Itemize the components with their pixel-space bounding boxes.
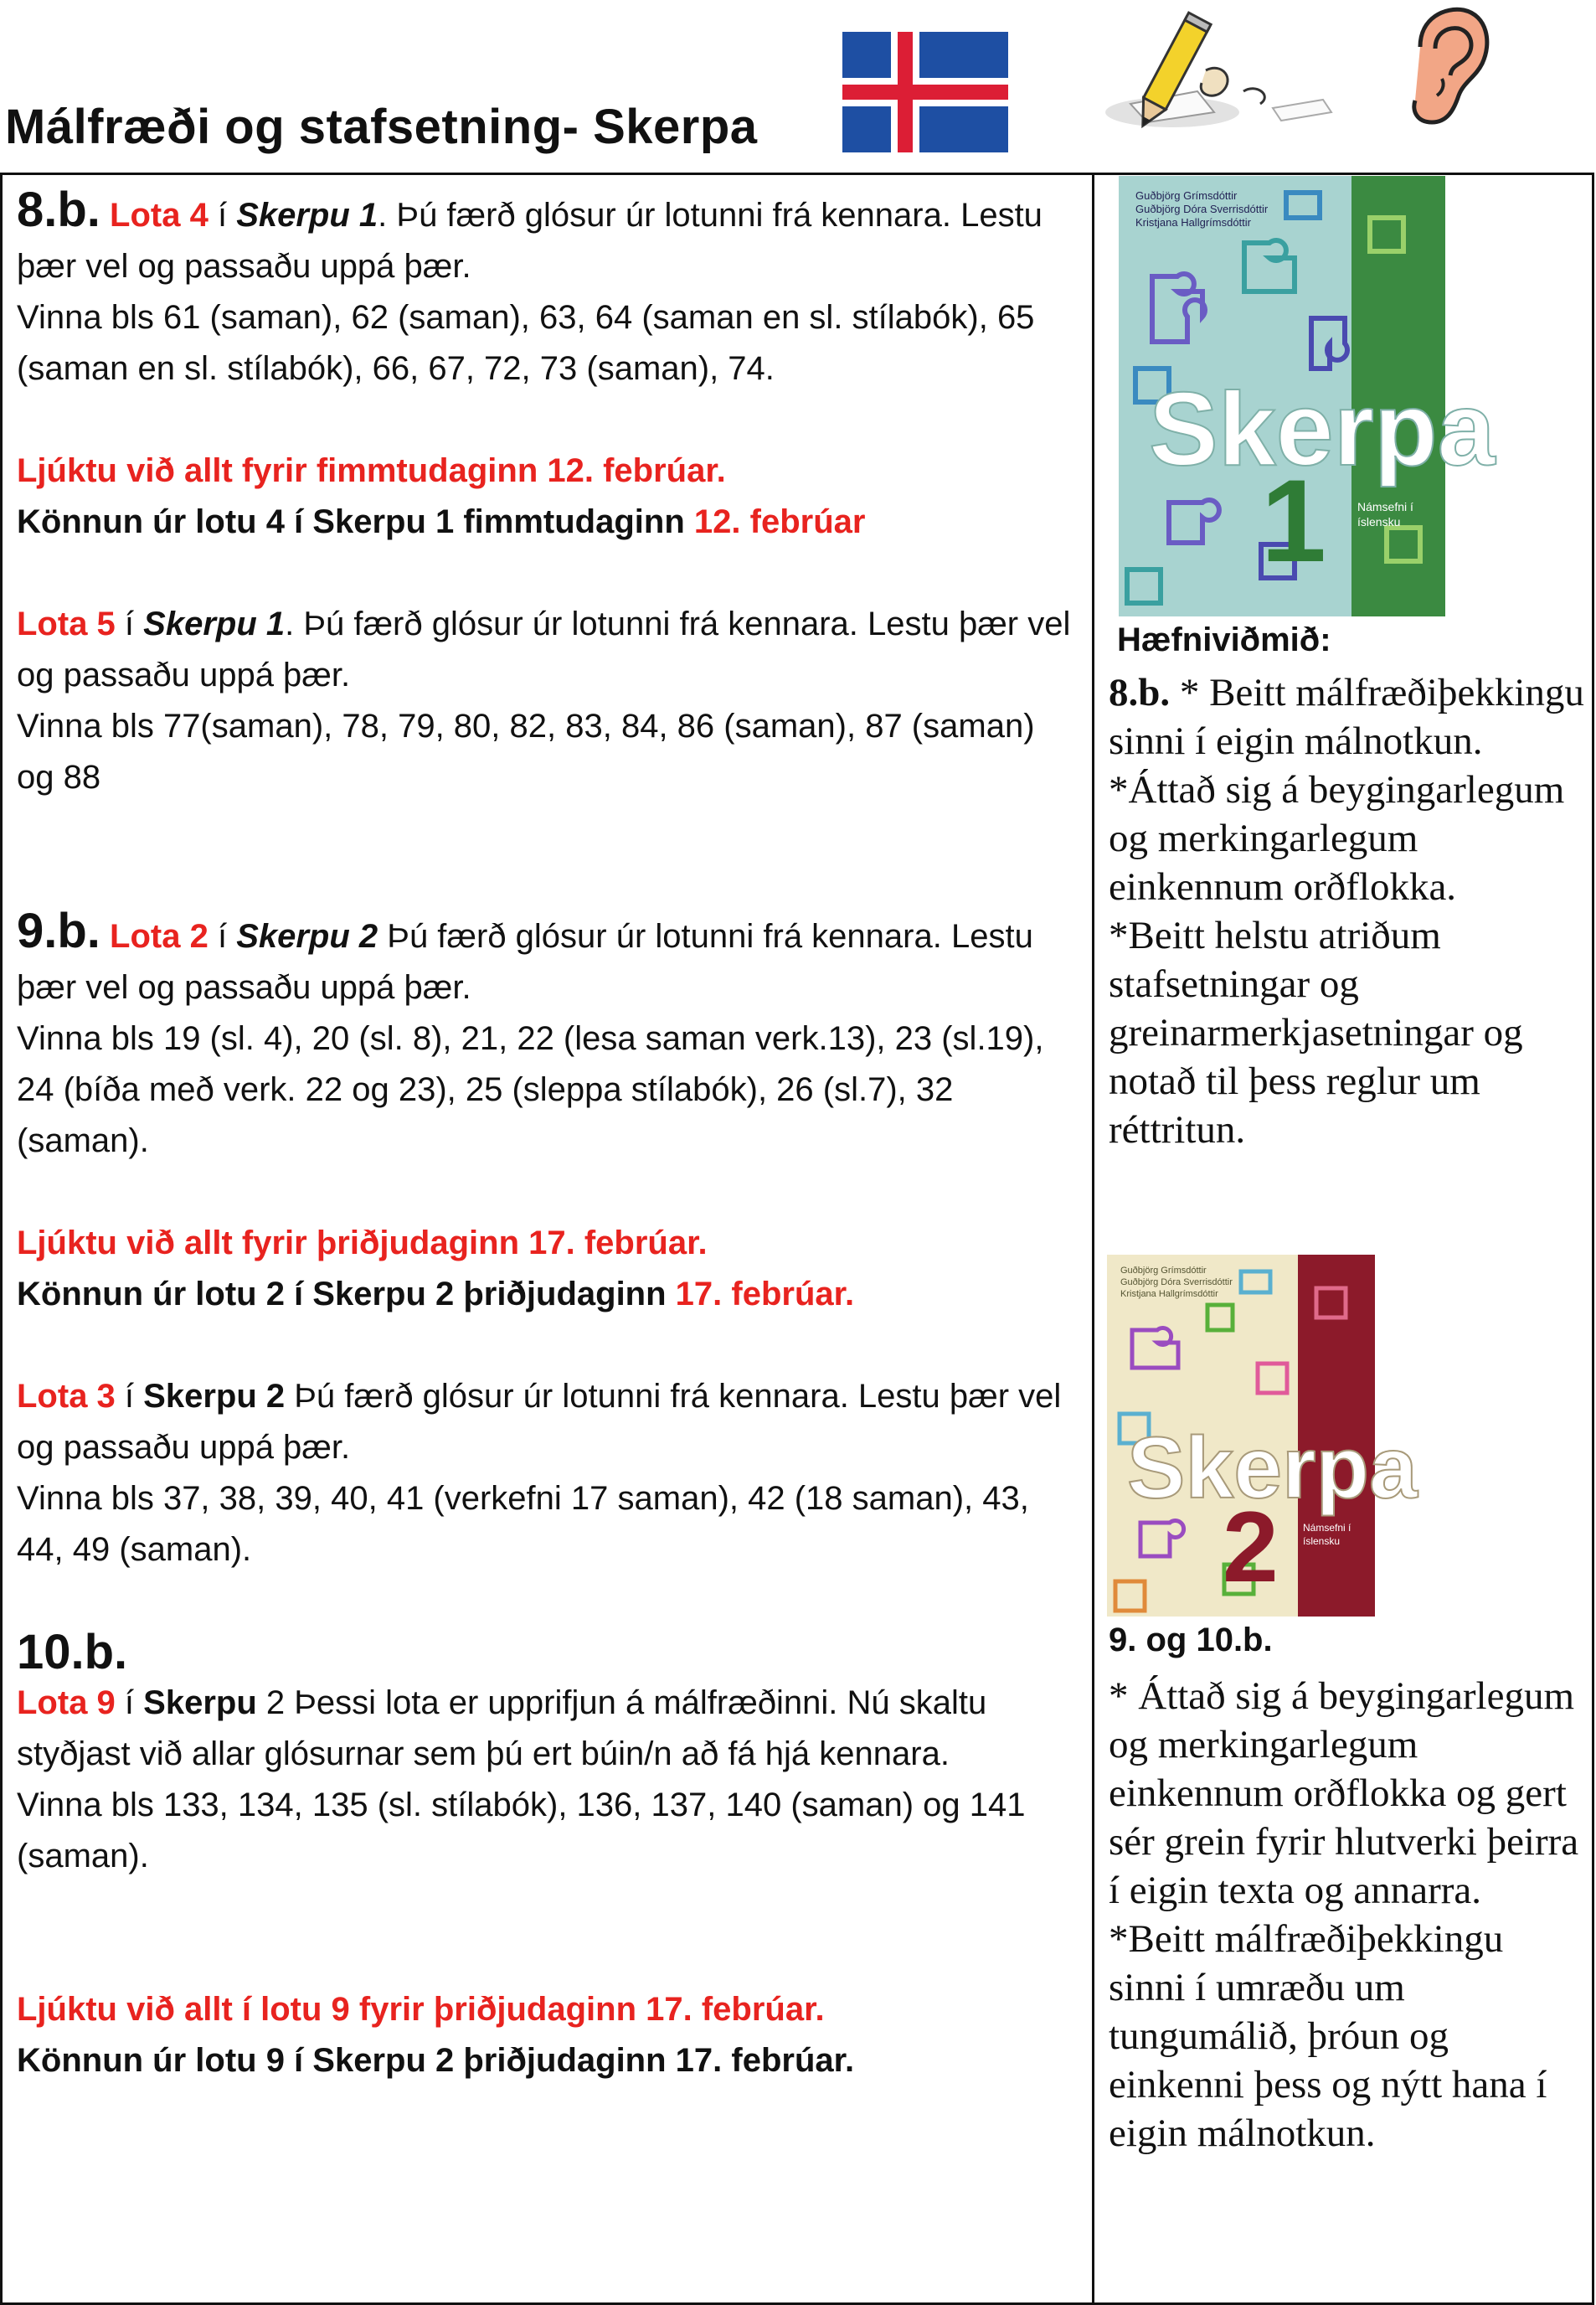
lota9-text: 2 Þessi lota er upprifjun á málfræðinni. Nú skaltu styðjast við allar glósurnar sem þú ert búin/n að fá hjá kennara. bbox=[17, 1684, 987, 1772]
grade10-heading: 10.b. bbox=[17, 1625, 128, 1679]
lota5-label: Lota 5 bbox=[17, 606, 116, 642]
lota4-book: Skerpu 1 bbox=[236, 197, 378, 234]
assignments-column bbox=[17, 184, 1080, 2086]
book2-author-3: Kristjana Hallgrímsdóttir bbox=[1120, 1289, 1218, 1299]
page-title: Málfræði og stafsetning- Skerpa bbox=[5, 100, 758, 154]
test-1-date: 12. febrúar bbox=[693, 503, 866, 540]
lota3-text: Þú færð glósur úr lotunni frá kennara. Lestu þær vel og passaðu uppá þær. bbox=[17, 1378, 1062, 1466]
lota4-pages: Vinna bls 61 (saman), 62 (saman), 63, 64 (saman en sl. stílabók), 65 (saman en sl. stílabók), 66, 67, 72, 73 (saman), 74. bbox=[17, 299, 1035, 387]
lota2-text: Þú færð glósur úr lotunni frá kennara. Lestu þær vel og passaðu uppá þær. bbox=[17, 918, 1033, 1006]
lota3-book: Skerpu 2 bbox=[143, 1378, 286, 1415]
deadline-1: Ljúktu við allt fyrir fimmtudaginn 12. febrúar. bbox=[17, 452, 726, 489]
test-1 bbox=[17, 497, 1080, 548]
ear-icon bbox=[1395, 5, 1494, 127]
lota9-in: í bbox=[115, 1684, 144, 1721]
grade10-lota9 bbox=[17, 1678, 1080, 1780]
grade8-lota4 bbox=[17, 184, 1080, 292]
lota5-book: Skerpu 1 bbox=[143, 606, 286, 642]
book1-author-2: Guðbjörg Dóra Sverrisdóttir bbox=[1135, 203, 1269, 215]
lota5-text: . Þú færð glósur úr lotunni frá kennara. Lestu þær vel og passaðu uppá þær. bbox=[17, 606, 1071, 694]
lota9-pages: Vinna bls 133, 134, 135 (sl. stílabók), 136, 137, 140 (saman) og 141 (saman). bbox=[17, 1787, 1026, 1874]
lota5-in: í bbox=[115, 606, 144, 642]
skerpa-1-cover-image bbox=[1119, 176, 1496, 616]
criteria-heading: Hæfniviðmið: bbox=[1117, 621, 1331, 658]
criteria-g8-item3: *Beitt helstu atriðum stafsetningar og greinarmerkjasetningar og notað til þess reglur um réttritun. bbox=[1109, 914, 1523, 1152]
book2-subtitle2: íslensku bbox=[1303, 1535, 1341, 1547]
criteria-g910-item1: * Áttað sig á beygingarlegum og merkingarlegum einkennum orðflokka og gert sér grein fyrir hlutverki þeirra í eigin texta og annarra. bbox=[1109, 1674, 1579, 1912]
book2-author-2: Guðbjörg Dóra Sverrisdóttir bbox=[1120, 1277, 1233, 1287]
criteria-grade910 bbox=[1109, 1672, 1586, 2158]
grade9-lota3 bbox=[17, 1371, 1080, 1473]
lota9-book: Skerpu bbox=[143, 1684, 257, 1721]
grade9-heading: 9.b. bbox=[17, 904, 100, 958]
lota9-label: Lota 9 bbox=[17, 1684, 116, 1721]
criteria-grade8 bbox=[1109, 668, 1586, 1154]
lota3-in: í bbox=[115, 1378, 144, 1415]
grade8-heading: 8.b. bbox=[17, 183, 100, 237]
criteria-g8-label: 8.b. bbox=[1109, 671, 1171, 714]
test-2-text: Könnun úr lotu 2 í Skerpu 2 þriðjudaginn bbox=[17, 1276, 667, 1312]
skerpa-2-cover-image bbox=[1107, 1255, 1418, 1617]
criteria-g910-label: 9. og 10.b. bbox=[1109, 1622, 1273, 1658]
deadline-3: Ljúktu við allt í lotu 9 fyrir þriðjudaginn 17. febrúar. bbox=[17, 1991, 825, 2028]
book2-title: Skerpa bbox=[1127, 1420, 1418, 1517]
test-1-text: Könnun úr lotu 4 í Skerpu 1 fimmtudaginn bbox=[17, 503, 685, 540]
criteria-g910-item2: *Beitt málfræðiþekkingu sinni í umræðu um tungumálið, þróun og einkenni þess og nýtt hana í eigin málnotkun. bbox=[1109, 1917, 1547, 2155]
book1-title: Skerpa bbox=[1149, 372, 1496, 487]
criteria-g8-item1 bbox=[1109, 668, 1586, 766]
test-2 bbox=[17, 1269, 1080, 1320]
deadline-2: Ljúktu við allt fyrir þriðjudaginn 17. febrúar. bbox=[17, 1225, 708, 1261]
test-3: Könnun úr lotu 9 í Skerpu 2 þriðjudaginn 17. febrúar. bbox=[17, 2042, 855, 2079]
lota5-pages: Vinna bls 77(saman), 78, 79, 80, 82, 83, 84, 86 (saman), 87 (saman) og 88 bbox=[17, 708, 1035, 796]
book2-number: 2 bbox=[1223, 1491, 1279, 1603]
lota2-label: Lota 2 bbox=[110, 918, 209, 955]
book1-subtitle1: Námsefni í bbox=[1357, 500, 1413, 513]
criteria-g8-text: * Beitt málfræðiþekkingu sinni í eigin málnotkun. bbox=[1109, 671, 1584, 763]
book2-author-1: Guðbjörg Grímsdóttir bbox=[1120, 1266, 1207, 1276]
lota2-in: í bbox=[208, 918, 237, 955]
criteria-g8-item2: *Áttað sig á beygingarlegum og merkingarlegum einkennum orðflokka. bbox=[1109, 768, 1565, 909]
test-2-date: 17. febrúar. bbox=[675, 1276, 855, 1312]
lota2-pages: Vinna bls 19 (sl. 4), 20 (sl. 8), 21, 22 (lesa saman verk.13), 23 (sl.19), 24 (bíða með verk. 22 og 23), 25 (sleppa stílabók), 26 (sl.7), 32 (saman). bbox=[17, 1020, 1044, 1159]
grade9-lota2 bbox=[17, 905, 1080, 1013]
lota4-text: . Þú færð glósur úr lotunni frá kennara. Lestu þær vel og passaðu uppá þær. bbox=[17, 197, 1043, 285]
lota3-label: Lota 3 bbox=[17, 1378, 116, 1415]
grade8-lota5 bbox=[17, 599, 1080, 701]
lota2-book: Skerpu 2 bbox=[236, 918, 378, 955]
book1-number: 1 bbox=[1261, 455, 1326, 586]
lota4-label: Lota 4 bbox=[110, 197, 209, 234]
book1-author-1: Guðbjörg Grímsdóttir bbox=[1135, 189, 1238, 202]
lota4-in: í bbox=[208, 197, 237, 234]
book2-subtitle1: Námsefni í bbox=[1303, 1522, 1351, 1534]
column-divider bbox=[1092, 173, 1094, 2305]
book1-author-3: Kristjana Hallgrímsdóttir bbox=[1135, 216, 1251, 229]
lota3-pages: Vinna bls 37, 38, 39, 40, 41 (verkefni 17 saman), 42 (18 saman), 43, 44, 49 (saman). bbox=[17, 1480, 1029, 1568]
iceland-flag-icon bbox=[842, 32, 1008, 152]
pencil-writing-icon bbox=[1080, 12, 1348, 146]
book1-subtitle2: íslensku bbox=[1357, 515, 1401, 529]
